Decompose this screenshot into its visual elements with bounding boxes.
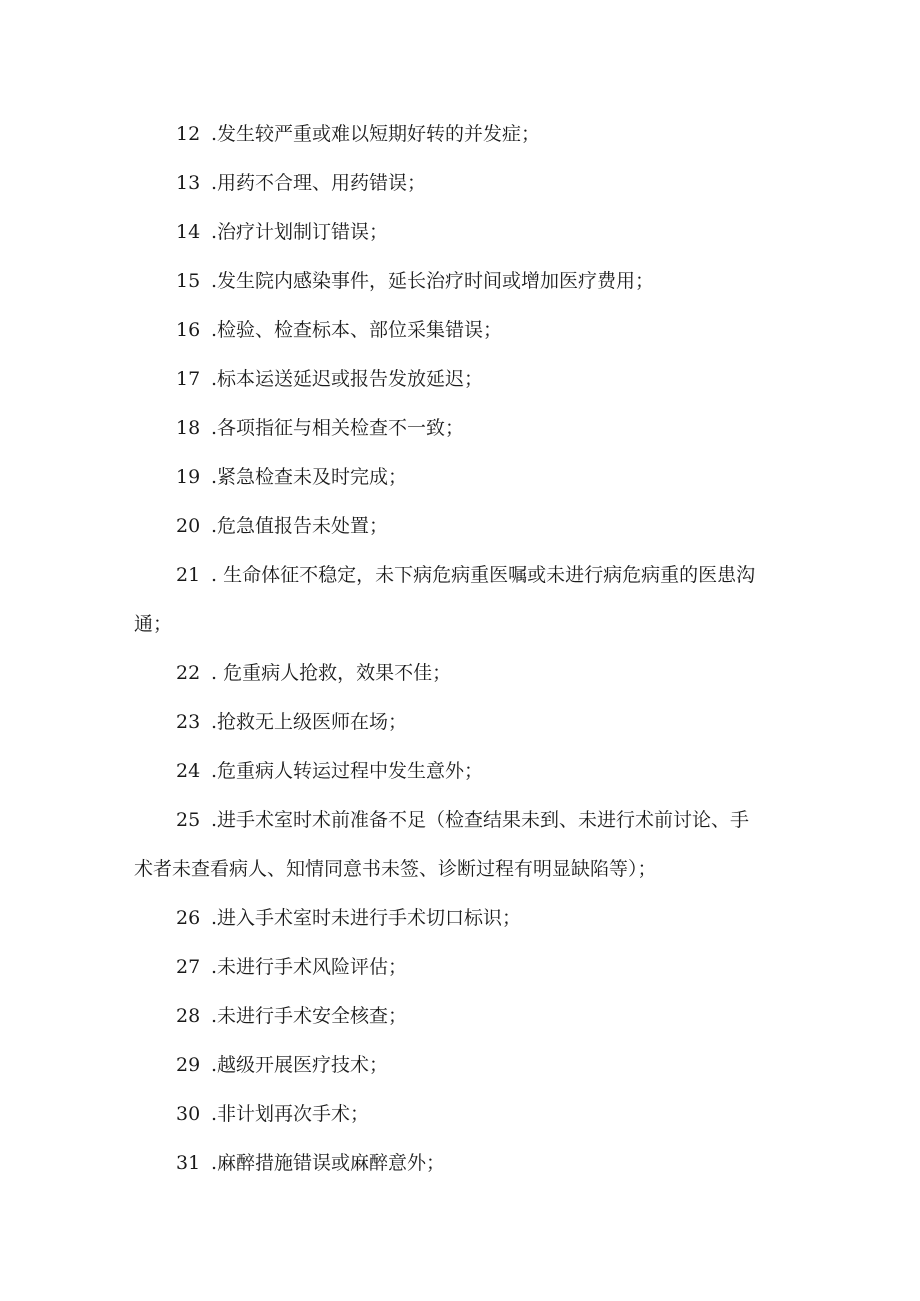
list-item-line (0, 257, 920, 306)
list-item-line (0, 1139, 920, 1188)
list-item-text: .治疗计划制订错误； (211, 221, 389, 243)
list-item-text: .危急值报告未处置； (211, 515, 389, 537)
list-item-number: 23 (176, 711, 201, 733)
list-item (0, 355, 920, 404)
list-item-line (0, 453, 920, 502)
list-item-text: .麻醉措施错误或麻醉意外； (211, 1152, 446, 1174)
list-item-number: 16 (176, 319, 201, 341)
list-item-text: .发生院内感染事件，延长治疗时间或增加医疗费用； (211, 270, 655, 292)
list-item-line (0, 159, 920, 208)
list-item-text: .标本运送延迟或报告发放延迟； (211, 368, 484, 390)
list-item-line (0, 306, 920, 355)
list-item-number: 29 (176, 1054, 201, 1076)
list-item-text: .未进行手术安全核查； (211, 1005, 408, 1027)
list-item-line (0, 355, 920, 404)
list-item-line (0, 110, 920, 159)
numbered-list (0, 110, 920, 1188)
list-item-number: 22 (176, 662, 201, 684)
list-item-text: .进手术室时术前准备不足（检查结果未到、未进行术前讨论、手 (211, 809, 750, 831)
list-item (0, 1041, 920, 1090)
list-item-number: 12 (176, 123, 201, 145)
list-item (0, 1090, 920, 1139)
list-item-number: 27 (176, 956, 201, 978)
list-item-number: 15 (176, 270, 201, 292)
list-item-number: 21 (176, 564, 201, 586)
list-item (0, 110, 920, 159)
list-item (0, 257, 920, 306)
list-item (0, 502, 920, 551)
list-item-number: 17 (176, 368, 201, 390)
list-item-number: 25 (176, 809, 201, 831)
list-item-text: .未进行手术风险评估； (211, 956, 408, 978)
list-item-number: 30 (176, 1103, 201, 1125)
list-item-text: .紧急检查未及时完成； (211, 466, 408, 488)
list-item-text: .检验、检查标本、部位采集错误； (211, 319, 503, 341)
list-item (0, 1139, 920, 1188)
list-item-line (0, 404, 920, 453)
list-item-text: 通； (134, 613, 173, 635)
list-item-text: .用药不合理、用药错误； (211, 172, 427, 194)
list-item-text: .危重病人转运过程中发生意外； (211, 760, 484, 782)
list-item-text: .进入手术室时未进行手术切口标识； (211, 907, 522, 929)
list-item (0, 796, 920, 894)
list-item-number: 18 (176, 417, 201, 439)
list-item (0, 649, 920, 698)
list-item-line (0, 747, 920, 796)
list-item-number: 13 (176, 172, 201, 194)
list-item-number: 28 (176, 1005, 201, 1027)
list-item-line (0, 649, 920, 698)
list-item-line (0, 502, 920, 551)
list-item-text: 术者未查看病人、知情同意书未签、诊断过程有明显缺陷等）； (134, 858, 657, 880)
list-item-line (0, 992, 920, 1041)
list-item-text: .非计划再次手术； (211, 1103, 370, 1125)
list-item-number: 20 (176, 515, 201, 537)
list-item (0, 943, 920, 992)
list-item-line (0, 698, 920, 747)
list-item (0, 208, 920, 257)
list-item-number: 31 (176, 1152, 201, 1174)
list-item-text: .越级开展医疗技术； (211, 1054, 389, 1076)
list-item-line (0, 796, 920, 845)
list-item-text: . 生命体征不稳定，未下病危病重医嘱或未进行病危病重的医患沟 (211, 564, 756, 586)
list-item (0, 453, 920, 502)
list-item (0, 404, 920, 453)
list-item (0, 306, 920, 355)
list-item-continuation-line (0, 845, 920, 894)
list-item-line (0, 894, 920, 943)
list-item-text: .发生较严重或难以短期好转的并发症； (211, 123, 541, 145)
list-item (0, 992, 920, 1041)
list-item (0, 159, 920, 208)
list-item (0, 551, 920, 649)
list-item (0, 747, 920, 796)
list-item-number: 14 (176, 221, 201, 243)
list-item-text: . 危重病人抢救，效果不佳； (211, 662, 452, 684)
list-item (0, 698, 920, 747)
list-item-line (0, 1041, 920, 1090)
list-item-line (0, 1090, 920, 1139)
list-item-line (0, 943, 920, 992)
list-item-text: .各项指征与相关检查不一致； (211, 417, 465, 439)
list-item-line (0, 208, 920, 257)
list-item-number: 26 (176, 907, 201, 929)
list-item (0, 894, 920, 943)
list-item-continuation-line (0, 600, 920, 649)
list-item-number: 24 (176, 760, 201, 782)
list-item-number: 19 (176, 466, 201, 488)
list-item-text: .抢救无上级医师在场； (211, 711, 408, 733)
list-item-line (0, 551, 920, 600)
